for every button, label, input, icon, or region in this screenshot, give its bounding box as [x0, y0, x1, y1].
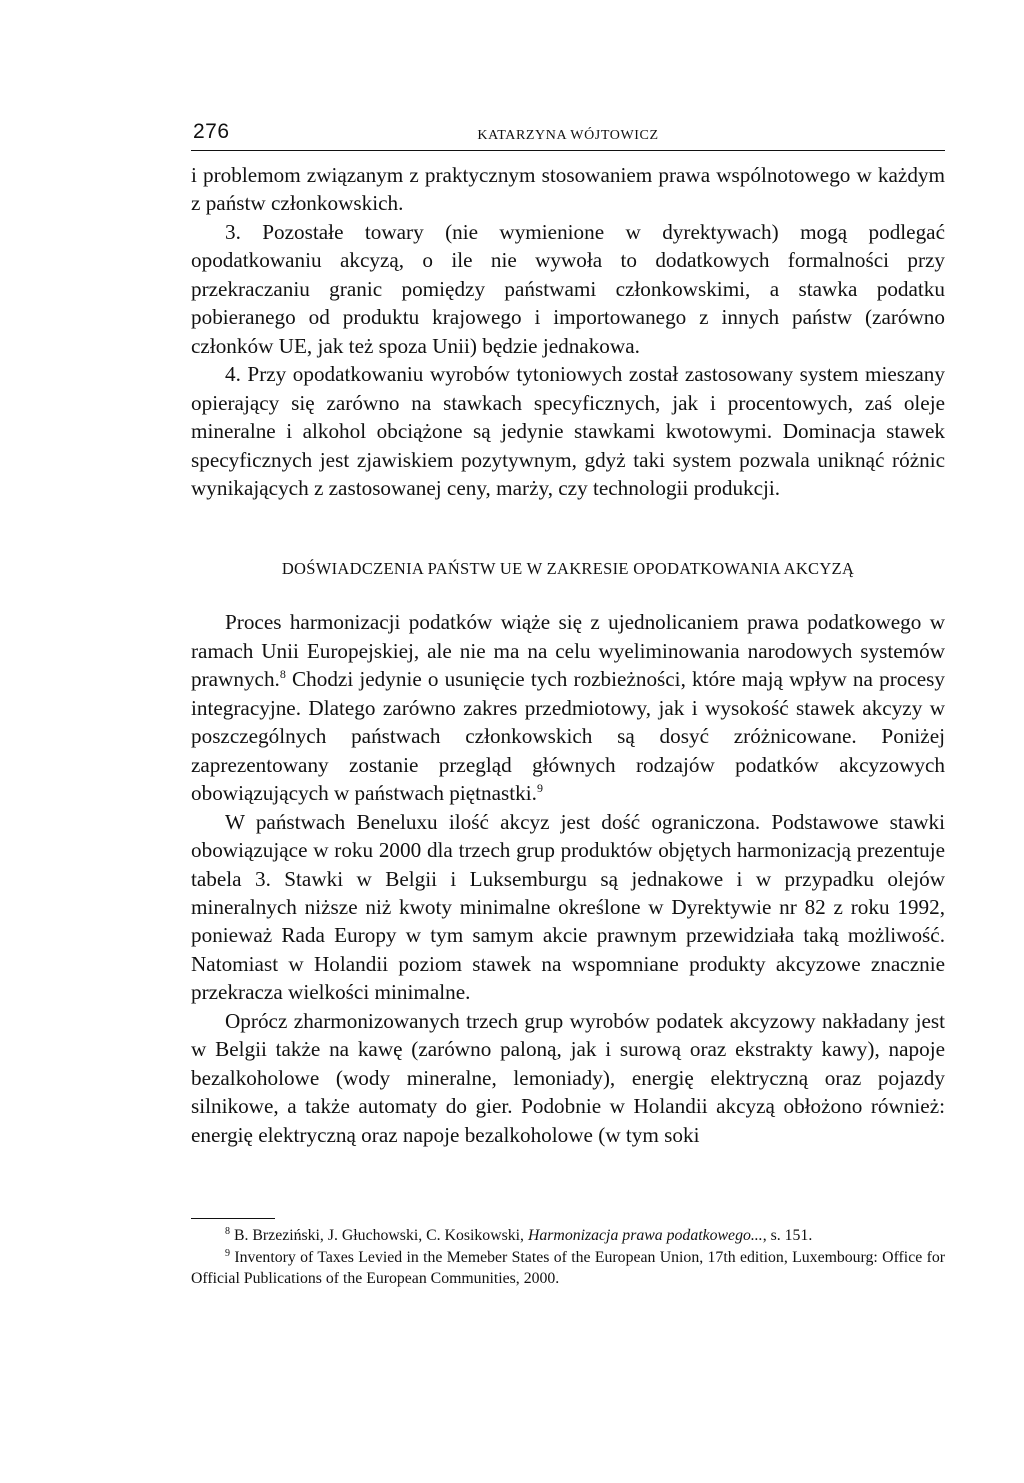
- footnote-ref-8: 8: [279, 667, 286, 682]
- footnote-8-title: Harmonizacja prawa podatkowego...: [527, 1227, 763, 1244]
- paragraph-harmonization-text-a: Proces harmonizacji podatków wiąże się z ujednolicaniem prawa podatkowego w ramach Unii Europejskiej, ale nie ma na celu wyeliminowania narodowych systemów prawnych.: [191, 610, 945, 692]
- footnote-8-marker: 8: [225, 1226, 230, 1237]
- paragraph-continuation: i problemom związanym z praktycznym stosowaniem prawa wspólnotowego w każdym z państw członkowskich.: [191, 163, 945, 216]
- footnote-divider: [191, 1218, 275, 1219]
- body-text: [191, 161, 945, 1149]
- running-header: [191, 118, 945, 151]
- footnote-9-marker: 9: [225, 1247, 230, 1259]
- paragraph-benelux: W państwach Beneluxu ilość akcyz jest dość ograniczona. Podstawowe stawki obowiązujące w roku 2000 dla trzech grup produktów objętych harmonizacją prezentuje tabela 3. Stawki w Belgii i Luksemburgu są jednakowe i w przypadku olejów mineralnych niższe niż kwoty minimalne określone w Dyrektywie nr 82 z roku 1992, ponieważ Rada Europy w tym samym akcie prawnym przewidziała taką możliwość. Natomiast w Holandii poziom stawek na wspomniane produkty akcyzowe znacznie przekracza wielkości minimalne.: [191, 809, 945, 1005]
- footnotes: [191, 1218, 945, 1290]
- paragraph-point-3: 3. Pozostałe towary (nie wymienione w dyrektywach) mogą podlegać opodatkowaniu akcyzą, o ile nie wywoła to dodatkowych formalności przy przekraczaniu granic pomiędzy państwami członkowskimi, a stawka podatku pobieranego od produktu krajowego i importowanego z innych państw (zarówno członków UE, jak też spoza Unii) będzie jednakowa.: [191, 219, 945, 358]
- paragraph-harmonization-text-b: Chodzi jedynie o usunięcie tych rozbieżności, które mają wpływ na procesy integracyjne. Dlatego zarówno zakres przedmiotowy, jak i wysokość stawek akcyzy w poszczególnych państwach członkowskich są dosyć zróżnicowane. Poniżej zaprezentowany zostanie przegląd głównych rodzajów podatków akcyzowych obowiązujących w państwach piętnastki.: [191, 667, 945, 806]
- section-heading: DOŚWIADCZENIA PAŃSTW UE W ZAKRESIE OPODATKOWANIA AKCYZĄ: [281, 559, 855, 579]
- page-content: [191, 118, 945, 1149]
- footnote-9-text: Inventory of Taxes Levied in the Memeber States of the European Union, 17th edition, Luxembourg: Office for Official Publications of the European Communities, 2000.: [191, 1248, 945, 1287]
- footnote-8: [191, 1225, 945, 1247]
- paragraph-other-excises: Oprócz zharmonizowanych trzech grup wyrobów podatek akcyzowy nakładany jest w Belgii także na kawę (zarówno paloną, jak i surową oraz ekstrakty kawy), napoje bezalkoholowe (wody mineralne, lemoniady), energię elektryczną oraz pojazdy silnikowe, a także automaty do gier. Podobnie w Holandii akcyzą obłożono również: energię elektryczną oraz napoje bezalkoholowe (w tym soki: [191, 1008, 945, 1147]
- footnote-9: [191, 1247, 945, 1290]
- running-head-author: KATARZYNA WÓJTOWICZ: [477, 128, 659, 143]
- footnote-8-text-b: , s. 151.: [762, 1227, 813, 1244]
- page-number: 276: [193, 120, 230, 143]
- footnote-8-text-a: B. Brzeziński, J. Głuchowski, C. Kosikowski,: [230, 1227, 528, 1244]
- paragraph-harmonization: [191, 608, 945, 807]
- footnote-ref-9: 9: [536, 781, 543, 796]
- paragraph-point-4: 4. Przy opodatkowaniu wyrobów tytoniowych został zastosowany system mieszany opierający się zarówno na stawkach specyficznych, jak i procentowych, zaś oleje mineralne i alkohol obciążone są jedynie stawkami kwotowymi. Dominacja stawek specyficznych jest zjawiskiem pozytywnym, gdyż taki system pozwala uniknąć różnic wynikających z zastosowanej ceny, marży, czy technologii produkcji.: [191, 362, 945, 500]
